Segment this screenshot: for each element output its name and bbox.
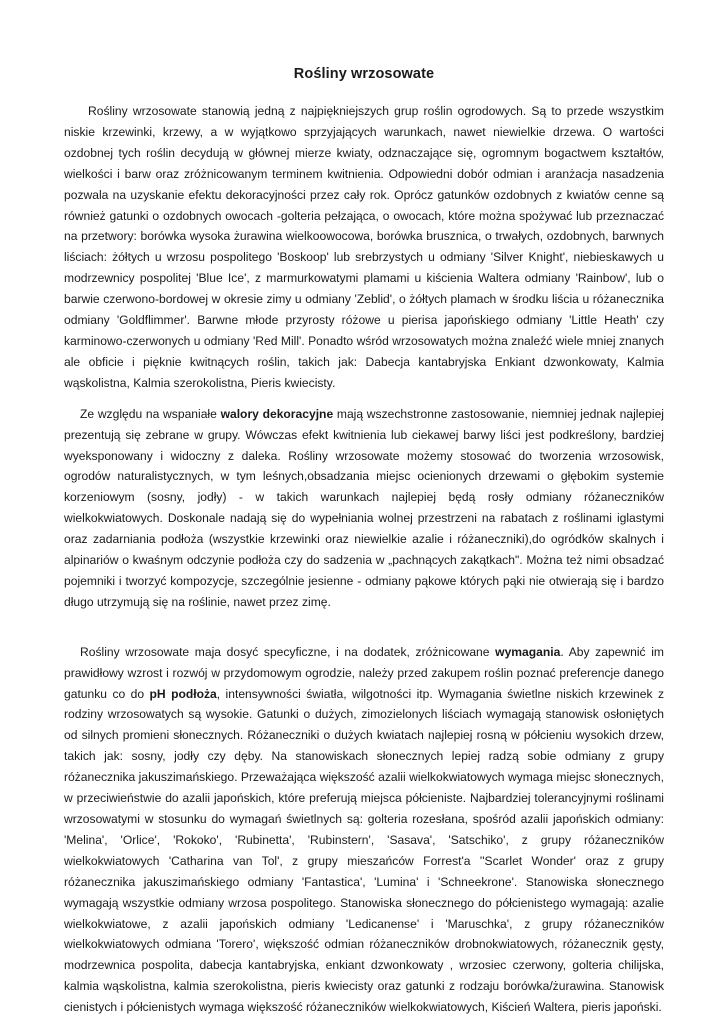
bold-phrase-ph: pH podłoża (149, 686, 217, 701)
page-title: Rośliny wrzosowate (293, 66, 435, 82)
paragraph-text: mają wszechstronne zastosowanie, niemniej jednak najlepiej prezentują się zebrane w grupy. Wówczas efekt kwitnienia lub ciekawej barwy liści jest podkreślony, bardziej wyeksponowany i widoczny z daleka. Rośliny wrzosowate możemy stosować do tworzenia wrzosowisk, ogrodów naturalistycznych, w tym leśnych,obsadzania miejsc ocienionych drzewami o głębokim systemie korzeniowym (sosny, jodły) - w takich warunkach najlepiej będą rosły odmiany różaneczników wielkokwiatowych. Doskonale nadają się do wypełniania wolnej przestrzeni na rabatach z roślinami iglastymi oraz zadarniania podłoża (wszystkie krzewinki oraz niewielkie azalie i różaneczniki),do ogródków skalnych i alpinariów o kwaśnym odczynie podłoża czy do sadzenia w „pachnących zakątkach". Można też nimi obsadzać pojemniki i tworzyć kompozycje, szczególnie jesienne - odmiany pąkowe których pąki nie otwierają się i bardzo długo utrzymują się na roślinie, nawet przez zimę. (64, 406, 664, 609)
paragraph-text: Ze względu na wspaniałe (80, 406, 221, 421)
paragraph-text: . Aby zapewnić im prawidłowy wzrost i rozwój w przydomowym ogrodzie, należy przed zakupem roślin poznać preferencje danego gatunku co do (64, 644, 665, 701)
paragraph-requirements (64, 642, 664, 1018)
paragraph-intro: Rośliny wrzosowate stanowią jedną z najpiękniejszych grup roślin ogrodowych. Są to przede wszystkim niskie krzewinki, krzewy, a w wyjątkowo sprzyjających warunkach, nawet niewielkie drzewa. O wartości ozdobnej tych roślin decydują w głównej mierze kwiaty, odznaczające się, ogromnym bogactwem kształtów, wielkości i barw oraz zróżnicowanym terminem kwitnienia. Odpowiedni dobór odmian i aranżacja nasadzenia pozwala na uzyskanie efektu dekoracyjności przez cały rok. Oprócz gatunków ozdobnych z kwiatów cenne są również gatunki o ozdobnych owocach -golteria pełzająca, o owocach, które można spożywać lub przeznaczać na przetwory: borówka wysoka żurawina wielkoowocowa, borówka brusznica, o trwałych, ozdobnych, barwnych liściach: żółtych u wrzosu pospolitego 'Boskoop' lub srebrzystych u odmiany 'Silver Knight', niebieskawych u modrzewnicy pospolitej 'Blue Ice', z marmurkowatymi plamami u kiścienia Waltera odmiany 'Rainbow', lub o barwie czerwono-bordowej w okresie zimy u odmiany 'Zeblid', o żółtych plamach w środku liścia u różanecznika odmiany 'Goldflimmer'. Barwne młode przyrosty różowe u pierisa japońskiego odmiany 'Little Heath' czy karminowo-czerwonych u odmiany 'Red Mill'. Ponadto wśród wrzosowatych można znaleźć wiele mniej znanych ale obficie i pięknie kwitnących roślin, takich jak: Dabecja kantabryjska Enkiant dzwonkowaty, Kalmia wąskolistna, Kalmia szerokolistna, Pieris kwiecisty. (64, 104, 664, 390)
paragraph-decorative-values (64, 404, 664, 613)
bold-phrase-decorative-values: walory dekoracyjne (220, 406, 334, 421)
bold-phrase-requirements: wymagania (495, 644, 561, 659)
paragraph-text: , intensywności światła, wilgotności itp. Wymagania świetlne niskich krzewinek z rodziny wrzosowatych są wysokie. Gatunki o dużych, zimozielonych liściach wymagają stanowisk osłoniętych od silnych promieni słonecznych. Różaneczniki o dużych kwiatach najlepiej rosną w półcieniu wysokich drzew, takich jak: sosny, jodły czy dęby. Na stanowiskach słonecznych lepiej radzą sobie odmiany z grupy różanecznika jakuszimańskiego. Przeważająca większość azalii wielkokwiatowych wymaga miejsc słonecznych, w przeciwieństwie do azalii japońskich, które preferują miejsca półcieniste. Najbardziej tolerancyjnymi roślinami wrzosowatymi w stosunku do wymagań świetlnych są: golteria rozesłana, spośród azalii japońskich odmiany: 'Melina', 'Orlice', 'Rokoko', 'Rubinetta', 'Rubinstern', 'Sasava', 'Satschiko', z grupy różaneczników wielkokwiatowych 'Catharina van Tol', z grupy mieszańców Forrest'a ''Scarlet Wonder' oraz z grupy różanecznika jakuszimańskiego odmiany 'Fantastica', 'Lumina' i 'Schneekrone'. Stanowiska słonecznego wymagają wszystkie odmiany wrzosa pospolitego. Stanowiska słonecznego do półcienistego wymagają: azalie wielkokwiatowe, z azalii japońskich odmiany 'Ledicanense' i 'Maruschka', z grupy różaneczników wielkokwiatowych odmiana 'Torero', większość odmian różaneczników drobnokwiatowych, różanecznik gęsty, modrzewnica pospolita, dabecja kantabryjska, enkiant dzwonkowaty , wrzosiec czerwony, golteria chilijska, kalmia wąskolistna, kalmia szerokolistna, pieris kwiecisty oraz gatunki z rodzaju borówka/żurawina. Stanowisk cienistych i półcienistych wymaga większość różaneczników wielkokwiatowych, Kiścień Waltera, pieris japoński. (64, 686, 665, 1015)
paragraph-text: Rośliny wrzosowate maja dosyć specyficzne, i na dodatek, zróżnicowane (80, 644, 496, 659)
